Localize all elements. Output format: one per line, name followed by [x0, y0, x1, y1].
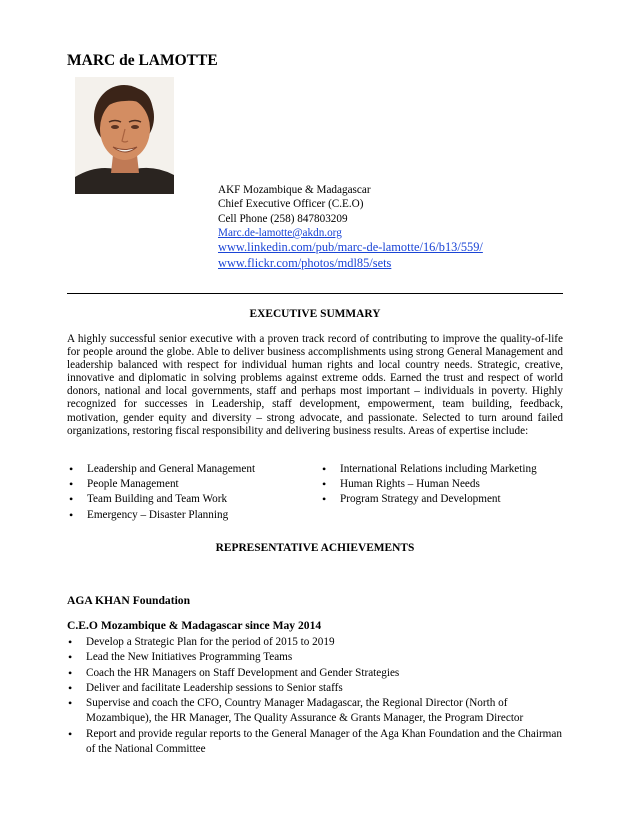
list-item: • Develop a Strategic Plan for the period of 2015 to 2019 — [67, 635, 567, 650]
portrait-image — [75, 77, 174, 194]
list-item: • Leadership and General Management — [67, 462, 317, 477]
achievements-list — [67, 635, 567, 757]
flickr-link[interactable]: www.flickr.com/photos/mdl85/sets — [218, 255, 392, 270]
contact-organization: AKF Mozambique & Madagascar — [218, 184, 371, 196]
achievements-heading: REPRESENTATIVE ACHIEVEMENTS — [215, 542, 415, 554]
person-name: MARC de LAMOTTE — [67, 52, 218, 69]
horizontal-divider — [67, 293, 563, 294]
contact-title: Chief Executive Officer (C.E.O) — [218, 198, 364, 211]
list-item: • International Relations including Marketing — [320, 462, 565, 477]
expertise-list-right — [320, 462, 565, 508]
contact-phone: Cell Phone (258) 847803209 — [218, 212, 348, 225]
list-item: • Team Building and Team Work — [67, 492, 317, 507]
list-item: • Deliver and facilitate Leadership sessions to Senior staffs — [67, 681, 567, 696]
list-item: • Emergency – Disaster Planning — [67, 508, 317, 523]
list-item: • Program Strategy and Development — [320, 492, 565, 507]
list-item: • Coach the HR Managers on Staff Development and Gender Strategies — [67, 666, 567, 681]
contact-block — [218, 183, 483, 271]
linkedin-link[interactable]: www.linkedin.com/pub/marc-de-lamotte/16/b13/559/ — [218, 240, 483, 255]
executive-summary-text: A highly successful senior executive with a proven track record of contributing to improve the quality-of-life for people around the globe. Able to deliver business accomplishments using strong General Management and leadership balanced with respect for individual human rights and local country needs. Strategic, creative, innovative and diplomatic in solving problems against extreme odds. Earned the trust and respect of world donors, national and local governments, staff and perhaps most important – individuals in poverty. Highly recognized for successes in Leadership, staff development, empowerment, team building, feedback, motivation, gender equity and diversity – strong advocate, and passionate. Selected to turn around failed organizations, restoring fiscal responsibility and delivering business results. Areas of expertise include: — [67, 333, 563, 437]
role-title: C.E.O Mozambique & Madagascar since May 2014 — [67, 619, 322, 632]
organization-name: AGA KHAN Foundation — [67, 594, 191, 607]
list-item: • Report and provide regular reports to the General Manager of the Aga Khan Foundation and the Chairman of the National Committee — [67, 727, 567, 758]
list-item: • Lead the New Initiatives Programming Teams — [67, 650, 567, 665]
list-item: • People Management — [67, 477, 317, 492]
list-item: • Human Rights – Human Needs — [320, 477, 565, 492]
list-item: • Supervise and coach the CFO, Country Manager Madagascar, the Regional Director (North of Mozambique), the HR Manager, The Quality Assurance & Grants Manager, the Program Director — [67, 696, 567, 727]
profile-photo — [75, 77, 174, 194]
email-link[interactable]: Marc.de-lamotte@akdn.org — [218, 226, 342, 239]
executive-summary-heading: EXECUTIVE SUMMARY — [249, 308, 381, 320]
expertise-list-left — [67, 462, 317, 523]
